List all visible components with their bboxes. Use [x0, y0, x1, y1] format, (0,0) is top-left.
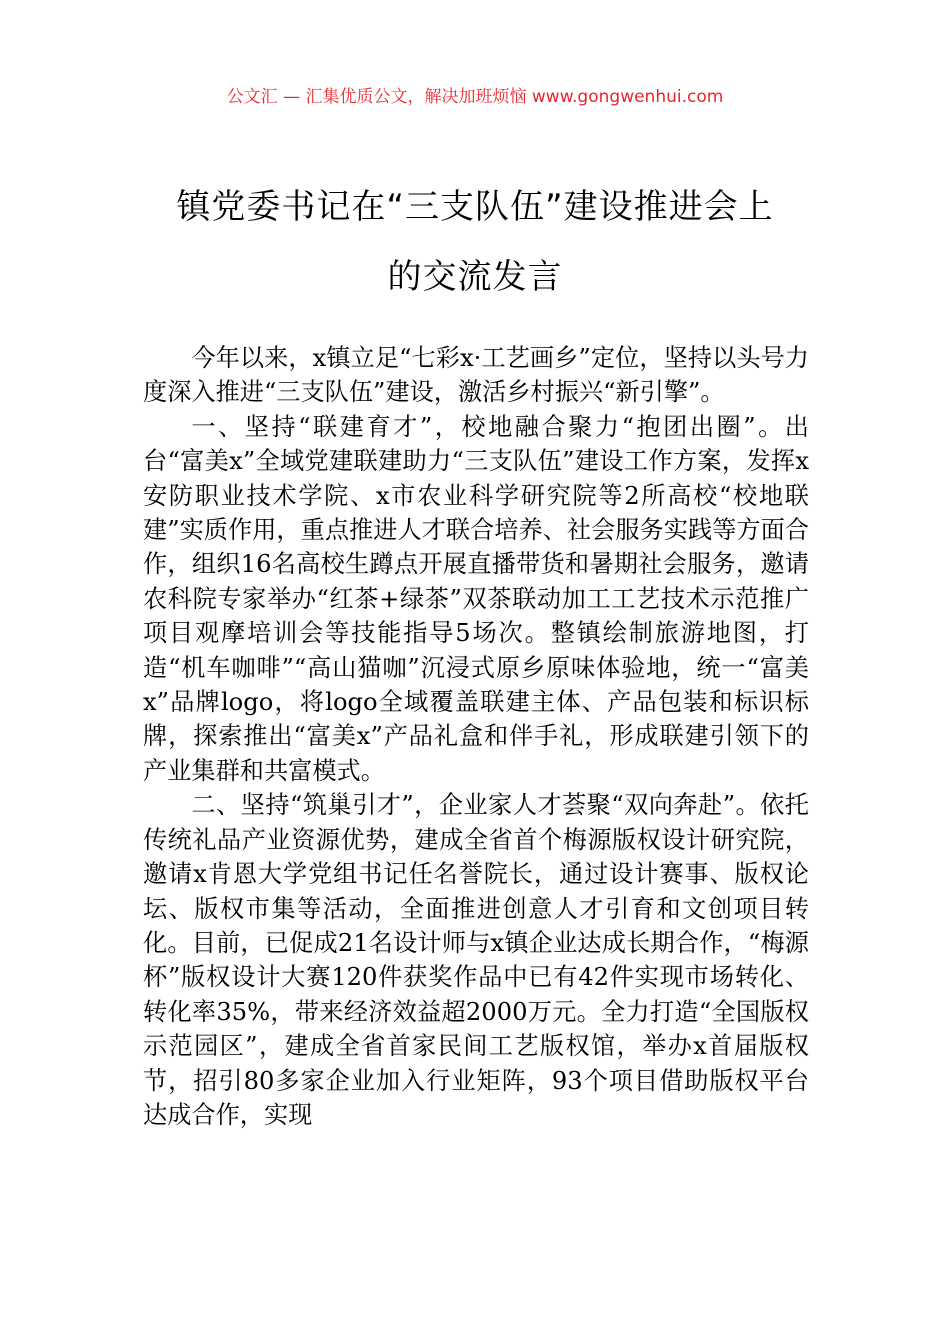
paragraph-section-2: 二、坚持“筑巢引才”，企业家人才荟聚“双向奔赴”。依托传统礼品产业资源优势，建成全省首个梅源版权设计研究院，邀请x肯恩大学党组书记任名誉院长，通过设计赛事、版权论坛、版权市集等活动，全面推进创意人才引育和文创项目转化。目前，已促成21名设计师与x镇企业达成长期合作，“梅源杯”版权设计大赛120件获奖作品中已有42件实现市场转化、转化率35%，带来经济效益超2000万元。全力打造“全国版权示范园区”，建成全省首家民间工艺版权馆，举办x首届版权节，招引80多家企业加入行业矩阵，93个项目借助版权平台达成合作，实现: [143, 791, 809, 1129]
title-line-1: 镇党委书记在“三支队伍”建设推进会上: [176, 187, 774, 227]
paragraph-intro: 今年以来，x镇立足“七彩x·工艺画乡”定位，坚持以头号力度深入推进“三支队伍”建设，激活乡村振兴“新引擎”。: [143, 344, 809, 407]
document-title: [120, 172, 830, 312]
document-body: [143, 341, 809, 1132]
paragraph-section-1: 一、坚持“联建育才”，校地融合聚力“抱团出圈”。出台“富美x”全域党建联建助力“三支队伍”建设工作方案，发挥x安防职业技术学院、x市农业科学研究院等2所高校“校地联建”实质作用，重点推进人才联合培养、社会服务实践等方面合作，组织16名高校生蹲点开展直播带货和暑期社会服务，邀请农科院专家举办“红茶+绿茶”双茶联动加工工艺技术示范推广项目观摩培训会等技能指导5场次。整镇绘制旅游地图，打造“机车咖啡”“高山猫咖”沉浸式原乡原味体验地，统一“富美x”品牌logo，将logo全域覆盖联建主体、产品包装和标识标牌，探索推出“富美x”产品礼盒和伴手礼，形成联建引领下的产业集群和共富模式。: [143, 412, 809, 785]
title-line-2: 的交流发言: [387, 257, 563, 297]
site-banner[interactable]: 公文汇 — 汇集优质公文，解决加班烦恼 www.gongwenhui.com: [226, 87, 724, 107]
